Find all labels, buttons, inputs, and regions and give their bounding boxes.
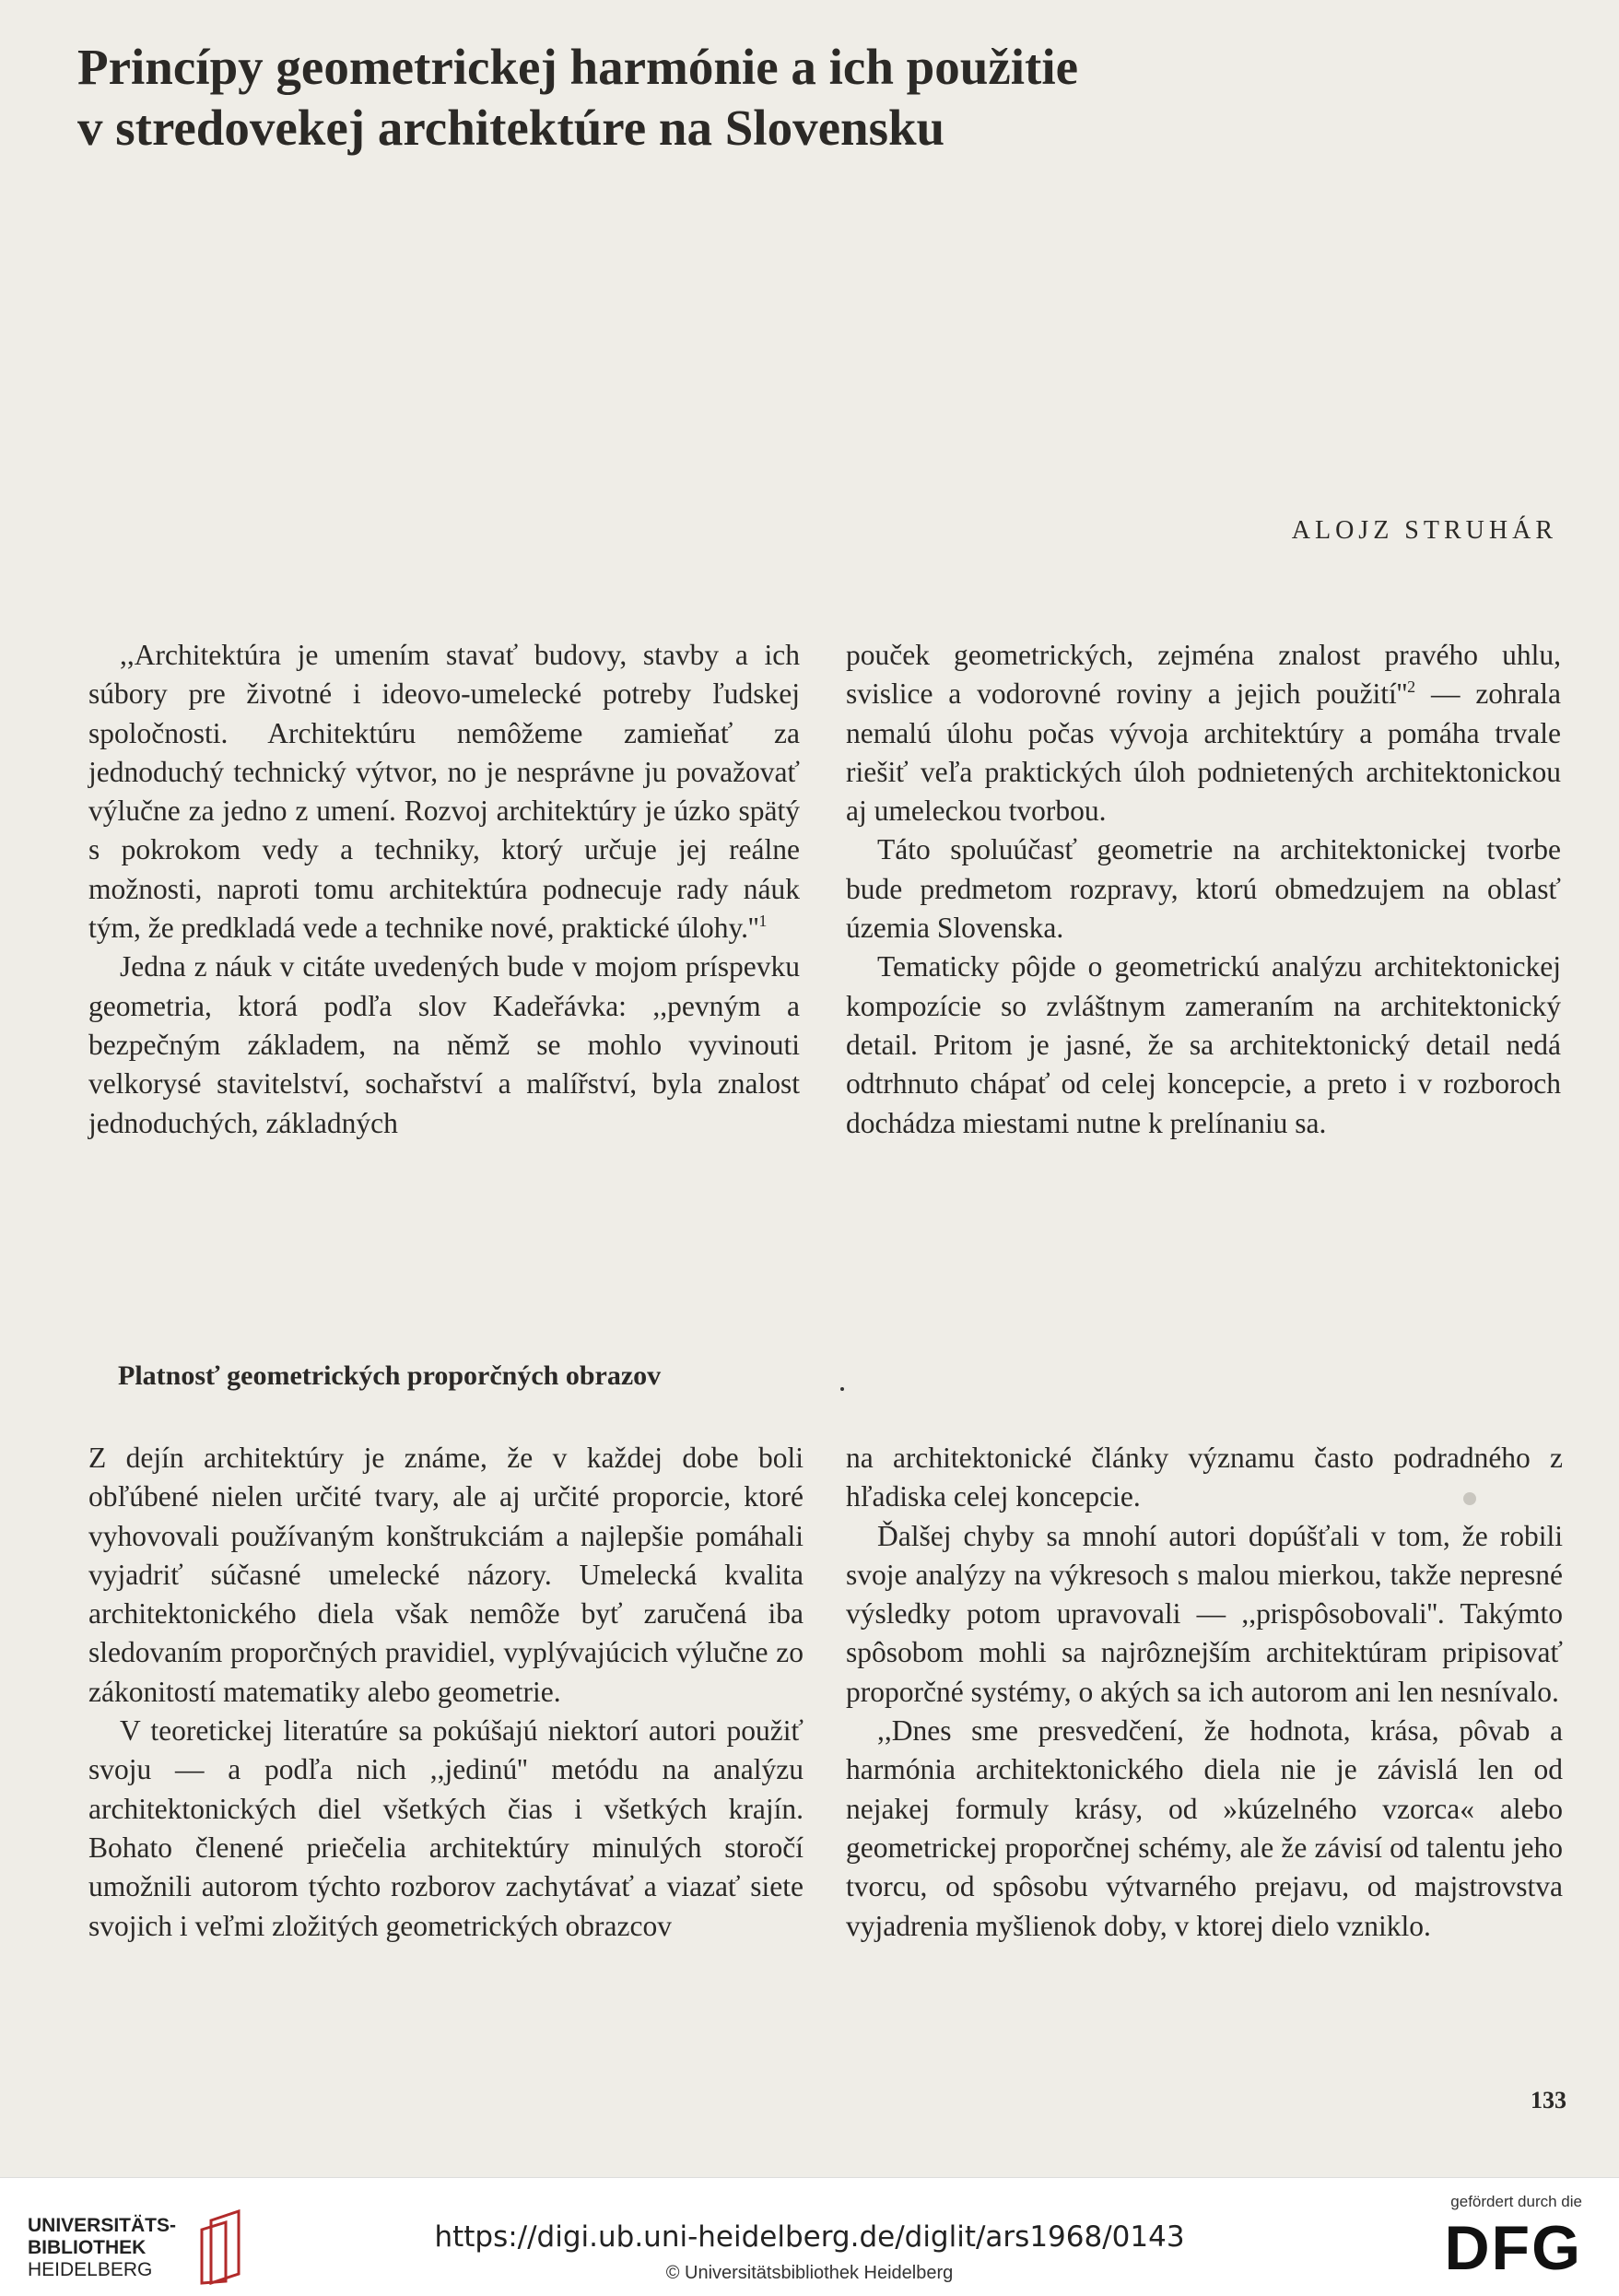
paragraph: Z dejín architektúry je známe, že v každej dobe boli obľúbené nielen určité tvary, ale aj určité proporcie, ktoré vyhovovali používaným konštrukciám a najlepšie pomáhali vyjadriť súčasné umelecké názory. Umelecká kvalita architektonického diela však nemôže byť zaručená iba sledovaním proporčných pravidiel, vyplývajúcich výlučne zo zákonitostí matematiky alebo geometrie. [88,1442,804,1708]
title-line-2: v stredovekej architektúre na Slovensku [77,100,945,156]
section2-left-column [88,1439,804,1946]
funder-note: gefördert durch die [1450,2193,1582,2210]
permalink-url[interactable]: https://digi.ub.uni-heidelberg.de/diglit/ars1968/0143 [434,2220,1185,2254]
paragraph: Ďalšej chyby sa mnohí autori dopúšťali v tom, že robili svoje analýzy na výkresoch s malou mierkou, takže nepresné výsledky potom upravovali — ,,prispôsobovali''. Takýmto spôsobom mohli sa najrôznejším architektúram pripisovať proporčné systémy, o akých sa ich autorom ani len nesnívalo. [846,1519,1563,1708]
author-name: ALOJZ STRUHÁR [1291,516,1557,545]
section-heading: Platnosť geometrických proporčných obrazov [118,1360,662,1391]
library-name-line-3: HEIDELBERG [28,2259,153,2280]
footnote-ref: 1 [758,912,768,931]
paragraph: ,,Dnes sme presvedčení, že hodnota, krása, pôvab a harmónia architektonického diela nie je závislá len od nejakej formuly krásy, od »kúzelného vzorca« alebo geometrickej proporčnej schémy, ale že závisí od talentu jeho tvorcu, od spôsobu výtvarného prejavu, od majstrovstva vyjadrenia myšlienok doby, v ktorej dielo vzniklo. [846,1714,1563,1942]
paragraph: V teoretickej literatúre sa pokúšajú niektorí autori použiť svoju — a podľa nich ,,jedinú'' metódu na analýzu architektonických diel všetkých čias i všetkých krajín. Bohato členené priečelia architektúry minulých storočí umožnili autorom týchto rozborov zachytávať a viazať siete svojich i veľmi zložitých geometrických obrazcov [88,1714,804,1942]
dfg-logo[interactable] [1421,2193,1582,2285]
paragraph: Táto spoluúčasť geometrie na architektonickej tvorbe bude predmetom rozpravy, ktorú obmedzujem na oblasť územia Slovenska. [846,833,1561,945]
section2-right-column [846,1439,1563,1946]
viewer-footer [0,2177,1619,2296]
section1-right-column [846,636,1561,1143]
library-name-line-2: BIBLIOTHEK [28,2237,147,2258]
article-title [77,37,1460,159]
paragraph: Jedna z náuk v citáte uvedených bude v mojom príspevku geometria, ktorá podľa slov Kadeřávka: ,,pevným a bezpečným základem, na němž se mohlo vyvinouti velkorysé stavitelství, sochařství a malířství, byla znalost jednoduchých, základných [88,950,800,1139]
title-line-1: Princípy geometrickej harmónie a ich použitie [77,39,1079,95]
paragraph: na architektonické články významu často podradného z hľadiska celej koncepcie. [846,1442,1563,1513]
paragraph: pouček geometrických, zejména znalost pravého uhlu, svislice a vodorovné roviny a jejich $použití''^2$ — zohrala nemalú úlohu počas vývoja architektúry a pomáha trvale riešiť veľa praktických úloh podnietených architektonickou aj umeleckou tvorbou. [846,639,1562,828]
paragraph: ,,Architektúra je umením stavať budovy, stavby a ich súbory pre životné i ideovo-umelecké potreby ľudskej spoločnosti. Architektúru nemôžeme zamieňať za jednoduchý technický výtvor, no je nesprávne ju považovať výlučne za jedno z umení. Rozvoj architektúry je úzko spätý s pokrokom vedy a techniky, ktorý určuje jej reálne možnosti, naproti tomu architektúra podnecuje rady náuk tým, že predkladá vede a technike nové, praktické $úlohy.''^1$ [88,639,800,945]
page-number: 133 [1531,2087,1566,2113]
section1-left-column [88,636,800,1143]
library-name-line-1: UNIVERSITÄTS- [28,2215,177,2236]
footnote-ref: 2 [1407,677,1416,697]
print-speck [840,1387,844,1391]
paragraph: Tematicky pôjde o geometrickú analýzu architektonickej kompozície so zvláštnym zameraním na architektonický detail. Pritom je jasné, že sa architektonický detail nedá odtrhnuto chápať od celej koncepcie, a preto i v rozboroch dochádza miestami nutne k prelínaniu sa. [846,950,1561,1139]
copyright-notice: © Universitätsbibliothek Heidelberg [665,2263,954,2283]
funder-wordmark: DFG [1444,2213,1582,2283]
